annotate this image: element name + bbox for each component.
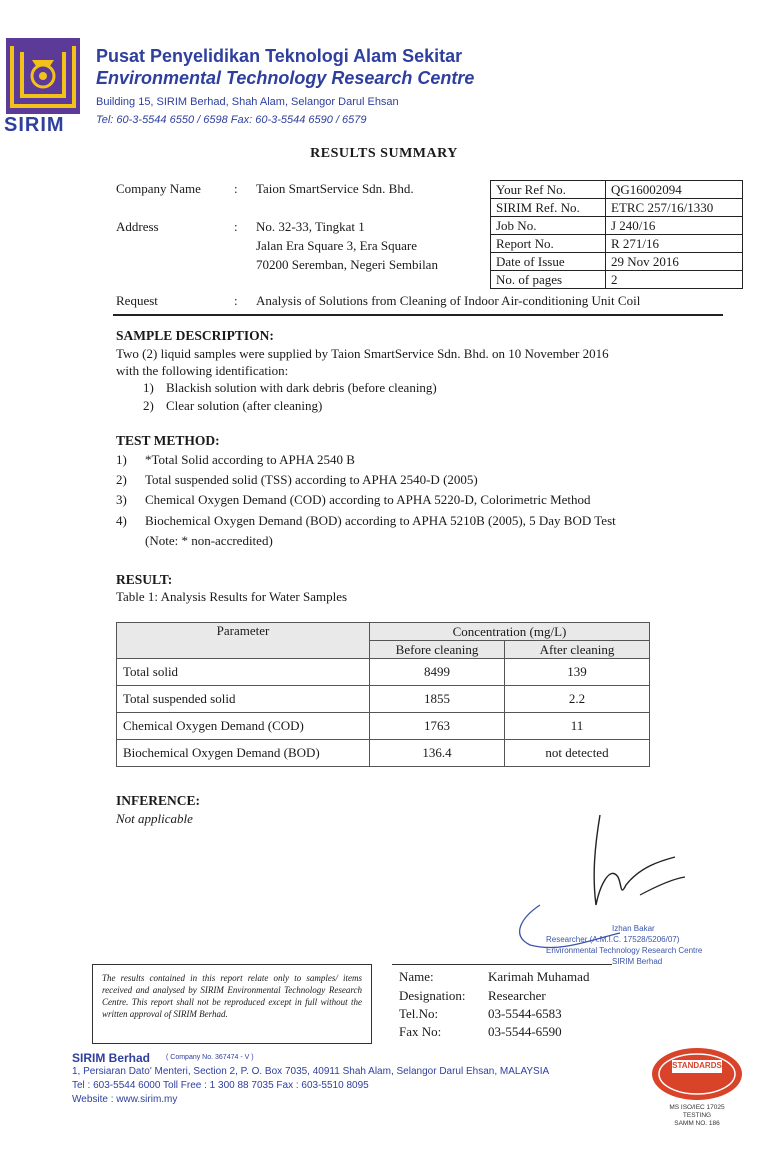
test-item-text: Chemical Oxygen Demand (COD) according to APHA 5220-D, Colorimetric Method [145,492,591,507]
ref-row [491,271,743,289]
org-tel-fax: Tel: 60-3-5544 6550 / 6598 Fax: 60-3-5544 6590 / 6579 [96,114,367,126]
stamp-line-1: Izhan Bakar [612,924,655,933]
ref-row [491,235,743,253]
footer-website: Website : www.sirim.my [72,1094,178,1105]
address-colon: : [234,219,238,234]
param-cell: Total suspended solid [117,686,370,713]
ref-row [491,217,743,235]
before-cell: 1855 [370,686,505,713]
test-method-note: (Note: * non-accredited) [145,533,273,548]
after-cell: 11 [505,713,650,740]
signature-line [392,964,612,965]
col-concentration: Concentration (mg/L) [370,623,650,641]
sample-item-num: 2) [143,398,154,413]
param-cell: Biochemical Oxygen Demand (BOD) [117,740,370,767]
ref-row [491,181,743,199]
ref-label: Job No. [491,217,606,235]
footer-address: 1, Persiaran Dato' Menteri, Section 2, P. O. Box 7035, 40911 Shah Alam, Selangor Darul Ehsan, MALAYSIA [72,1066,550,1077]
ref-value: J 240/16 [606,217,743,235]
footer-company-no: ( Company No. 367474 - V ) [166,1054,254,1061]
col-after: After cleaning [505,641,650,659]
standards-badge-icon [650,1046,744,1102]
ref-value: 2 [606,271,743,289]
sample-heading: SAMPLE DESCRIPTION: [116,328,274,343]
sirim-logo [6,38,80,114]
footer-phones: Tel : 603-5544 6000 Toll Free : 1 300 88 7035 Fax : 603-5510 8095 [72,1080,369,1091]
ref-label: Date of Issue [491,253,606,271]
fax-value: 03-5544-6590 [488,1024,562,1039]
designation-label: Designation: [399,988,466,1003]
stamp-line-3: Environmental Technology Research Centre [546,946,703,955]
request-colon: : [234,293,238,308]
after-cell: 139 [505,659,650,686]
before-cell: 8499 [370,659,505,686]
table-row [117,740,650,767]
org-address: Building 15, SIRIM Berhad, Shah Alam, Selangor Darul Ehsan [96,96,399,108]
footer-company: SIRIM Berhad [72,1051,151,1065]
address-line-2: Jalan Era Square 3, Era Square [256,238,417,253]
table-row [117,659,650,686]
sample-line-1: Two (2) liquid samples were supplied by Taion SmartService Sdn. Bhd. on 10 November 2016 [116,346,609,361]
sample-item-text: Clear solution (after cleaning) [166,398,323,413]
request-value: Analysis of Solutions from Cleaning of Indoor Air-conditioning Unit Coil [256,293,641,308]
page-title: RESULTS SUMMARY [310,146,458,161]
ref-row [491,199,743,217]
standards-badge-text: STANDARDS [672,1061,722,1070]
ref-label: Your Ref No. [491,181,606,199]
ref-value: ETRC 257/16/1330 [606,199,743,217]
org-name-english: Environmental Technology Research Centre [96,68,475,88]
sample-item-num: 1) [143,380,154,395]
designation-value: Researcher [488,988,546,1003]
accreditation-line-3: SAMM NO. 186 [674,1120,720,1127]
test-item-num: 1) [116,452,127,467]
col-parameter: Parameter [117,623,370,659]
ref-value: QG16002094 [606,181,743,199]
name-value: Karimah Muhamad [488,969,590,984]
after-cell: 2.2 [505,686,650,713]
ref-label: Report No. [491,235,606,253]
company-colon: : [234,181,238,196]
results-table [116,622,650,767]
results-header-row [117,623,650,641]
address-label: Address [116,219,159,234]
fax-label: Fax No: [399,1024,442,1039]
param-cell: Total solid [117,659,370,686]
test-item-num: 3) [116,492,127,507]
sirim-logo-icon [6,38,80,114]
result-caption: Table 1: Analysis Results for Water Samples [116,589,348,604]
test-item-text: *Total Solid according to APHA 2540 B [145,452,355,467]
logo-text: SIRIM [4,114,65,136]
test-method-heading: TEST METHOD: [116,433,220,448]
accreditation-line-2: TESTING [682,1112,712,1119]
sample-item-text: Blackish solution with dark debris (before cleaning) [166,380,437,395]
before-cell: 136.4 [370,740,505,767]
accreditation-line-1: MS ISO/IEC 17025 [669,1104,725,1111]
request-label: Request [116,293,158,308]
col-before: Before cleaning [370,641,505,659]
test-item-num: 4) [116,513,127,528]
param-cell: Chemical Oxygen Demand (COD) [117,713,370,740]
company-value: Taion SmartService Sdn. Bhd. [256,181,414,196]
ref-value: 29 Nov 2016 [606,253,743,271]
ref-label: SIRIM Ref. No. [491,199,606,217]
stamp-line-4: SIRIM Berhad [612,957,663,966]
name-label: Name: [399,969,434,984]
reference-table [490,180,743,289]
tel-label: Tel.No: [399,1006,439,1021]
ref-label: No. of pages [491,271,606,289]
accreditation-text [640,1104,754,1128]
tel-value: 03-5544-6583 [488,1006,562,1021]
test-item-num: 2) [116,472,127,487]
inference-text: Not applicable [116,811,193,826]
test-item-text: Total suspended solid (TSS) according to APHA 2540-D (2005) [145,472,478,487]
company-label: Company Name [116,181,201,196]
ref-value: R 271/16 [606,235,743,253]
divider-rule [113,314,723,316]
before-cell: 1763 [370,713,505,740]
test-item-text: Biochemical Oxygen Demand (BOD) according to APHA 5210B (2005), 5 Day BOD Test [145,513,616,528]
table-row [117,686,650,713]
table-row [117,713,650,740]
address-line-1: No. 32-33, Tingkat 1 [256,219,365,234]
address-line-3: 70200 Seremban, Negeri Sembilan [256,257,438,272]
inference-heading: INFERENCE: [116,793,201,808]
sample-line-2: with the following identification: [116,363,289,378]
after-cell: not detected [505,740,650,767]
ref-row [491,253,743,271]
disclaimer-box: The results contained in this report relate only to samples/ items received and analysed by SIRIM Environmental Technology Research Centre. This report shall not be reproduced except in full without the written approval of SIRIM Berhad. [92,964,372,1044]
stamp-line-2: Researcher (A.M.I.C. 17528/5206/07) [546,935,680,944]
org-name-malay: Pusat Penyelidikan Teknologi Alam Sekitar [96,46,463,66]
result-heading: RESULT: [116,572,173,587]
